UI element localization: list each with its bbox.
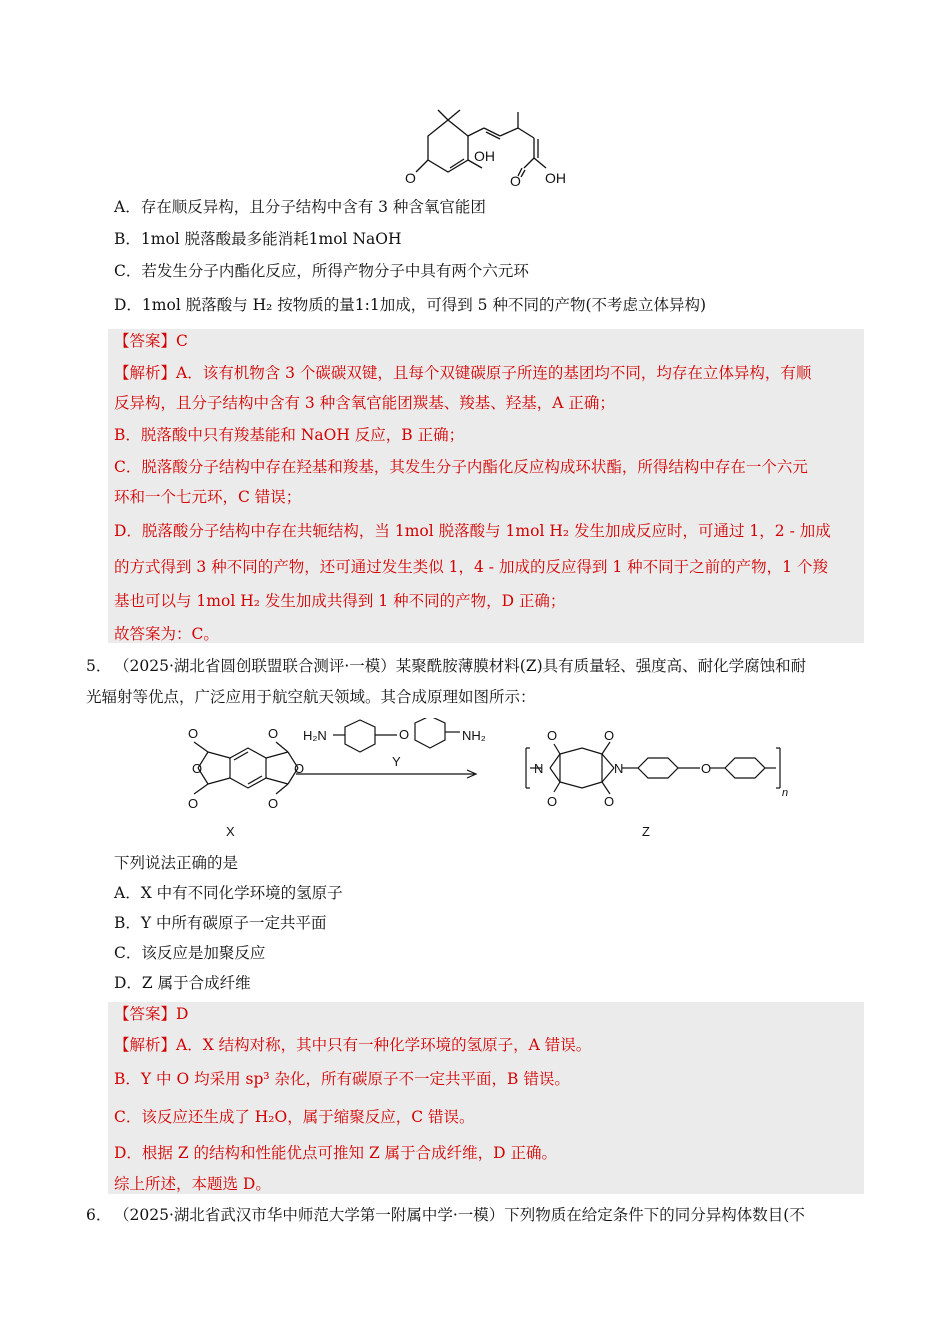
q5-option-d: D．Z 属于合成纤维 bbox=[114, 974, 251, 992]
z-o-label: O bbox=[547, 794, 558, 809]
q5-analysis-line: C．该反应还生成了 H₂O，属于缩聚反应，C 错误。 bbox=[114, 1108, 475, 1126]
q5-answer: 【答案】D bbox=[114, 1005, 189, 1023]
z-n-label: N bbox=[534, 761, 544, 776]
x-o-label: O bbox=[268, 796, 279, 811]
y-o-label: O bbox=[399, 727, 410, 742]
x-o-label: O bbox=[188, 796, 199, 811]
q5-option-b: B．Y 中所有碳原子一定共平面 bbox=[114, 914, 327, 932]
q4-option-a: A．存在顺反异构，且分子结构中含有 3 种含氧官能团 bbox=[114, 198, 486, 216]
q4-analysis-line: 的方式得到 3 种不同的产物，还可通过发生类似 1，4 - 加成的反应得到 1 种不同于之前的产物，1 个羧 bbox=[114, 558, 828, 576]
q4-analysis-line: B．脱落酸中只有羧基能和 NaOH 反应，B 正确； bbox=[114, 426, 465, 444]
z-label: Z bbox=[642, 824, 650, 839]
q6-number: 6． bbox=[86, 1206, 112, 1224]
q4-analysis-line: 基也可以与 1mol H₂ 发生加成共得到 1 种不同的产物，D 正确； bbox=[114, 592, 566, 610]
q5-option-a: A．X 中有不同化学环境的氢原子 bbox=[114, 884, 343, 902]
q4-option-b: B．1mol 脱落酸最多能消耗1mol NaOH bbox=[114, 230, 402, 248]
oh-label: OH bbox=[474, 148, 495, 164]
z-subscript-n: n bbox=[782, 787, 789, 799]
x-label: X bbox=[226, 824, 235, 839]
acid-o-label: O bbox=[510, 173, 521, 189]
q4-analysis-line: 故答案为：C。 bbox=[114, 625, 219, 643]
q5-analysis-line: 【解析】A．X 结构对称，其中只有一种化学环境的氢原子，A 错误。 bbox=[114, 1036, 592, 1054]
y-amine-left: H₂N bbox=[303, 728, 327, 743]
q5-analysis-line: 综上所述，本题选 D。 bbox=[114, 1175, 271, 1193]
x-o-label: O bbox=[192, 761, 203, 776]
q5-option-c: C．该反应是加聚反应 bbox=[114, 944, 266, 962]
q5-stem: （2025·湖北省圆创联盟联合测评·一模）某聚酰胺薄膜材料(Z)具有质量轻、强度高、耐化学腐蚀和耐 bbox=[114, 657, 807, 675]
q5-analysis-line: D．根据 Z 的结构和性能优点可推知 Z 属于合成纤维，D 正确。 bbox=[114, 1144, 558, 1162]
y-label: Y bbox=[392, 754, 401, 769]
abscisic-acid-structure bbox=[400, 108, 590, 190]
y-amine-right: NH₂ bbox=[462, 728, 486, 743]
reaction-scheme bbox=[170, 718, 790, 850]
z-o-label: O bbox=[547, 728, 558, 743]
x-o-label: O bbox=[188, 726, 199, 741]
x-o-label: O bbox=[294, 761, 305, 776]
q6-stem: （2025·湖北省武汉市华中师范大学第一附属中学·一模）下列物质在给定条件下的同分异构体数目(不 bbox=[114, 1206, 805, 1224]
q4-option-c: C．若发生分子内酯化反应，所得产物分子中具有两个六元环 bbox=[114, 262, 529, 280]
q5-answer-box bbox=[108, 1002, 864, 1194]
q4-analysis-line: C．脱落酸分子结构中存在羟基和羧基，其发生分子内酯化反应构成环状酯，所得结构中存在一个六元 bbox=[114, 458, 808, 476]
q5-prompt: 下列说法正确的是 bbox=[114, 854, 239, 872]
z-o-label: O bbox=[604, 794, 615, 809]
q4-option-d: D．1mol 脱落酸与 H₂ 按物质的量1:1加成，可得到 5 种不同的产物(不考虑立体异构) bbox=[114, 296, 707, 314]
q5-number: 5． bbox=[86, 657, 112, 675]
ketone-o-label: O bbox=[405, 170, 416, 186]
q4-analysis-line: 环和一个七元环，C 错误； bbox=[114, 488, 302, 506]
z-ether-o-label: O bbox=[701, 761, 712, 776]
z-n-label: N bbox=[614, 761, 624, 776]
q4-analysis-line: 【解析】A．该有机物含 3 个碳碳双键，且每个双键碳原子所连的基团均不同，均存在立体异构，有顺 bbox=[114, 364, 812, 382]
z-o-label: O bbox=[604, 728, 615, 743]
x-o-label: O bbox=[268, 726, 279, 741]
q5-stem: 光辐射等优点，广泛应用于航空航天领域。其合成原理如图所示： bbox=[86, 688, 536, 706]
acid-oh-label: OH bbox=[545, 170, 566, 186]
q4-analysis-line: D．脱落酸分子结构中存在共轭结构，当 1mol 脱落酸与 1mol H₂ 发生加成反应时，可通过 1，2 - 加成 bbox=[114, 522, 831, 540]
q4-answer: 【答案】C bbox=[114, 332, 188, 350]
q5-analysis-line: B．Y 中 O 均采用 sp³ 杂化，所有碳原子不一定共平面，B 错误。 bbox=[114, 1070, 570, 1088]
q4-analysis-line: 反异构，且分子结构中含有 3 种含氧官能团羰基、羧基、羟基，A 正确； bbox=[114, 394, 615, 412]
